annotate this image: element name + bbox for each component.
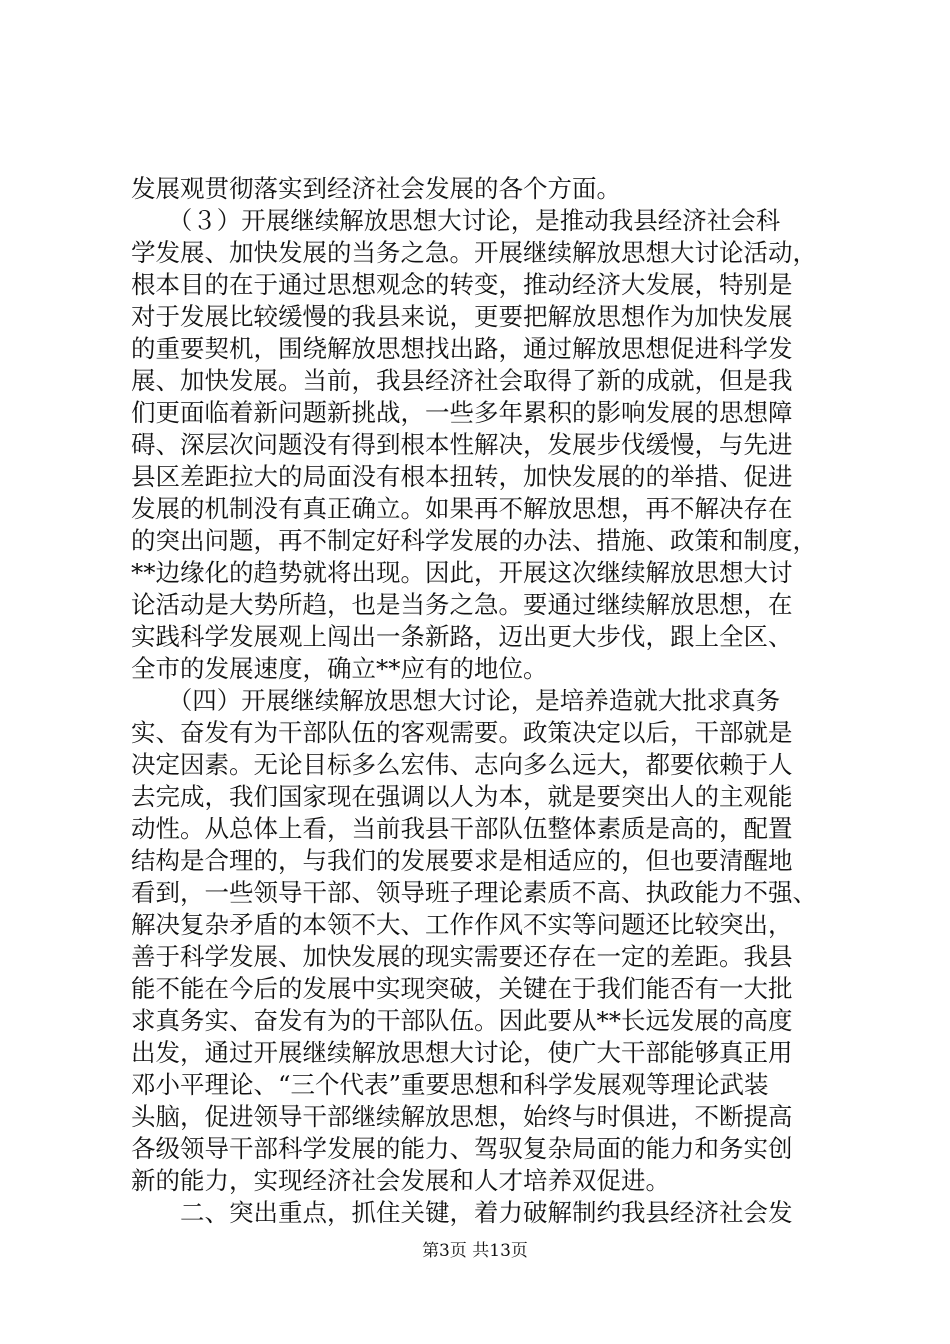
body-text-line: 结构是合理的，与我们的发展要求是相适应的，但也要清醒地 — [131, 846, 793, 875]
body-text-line: 邓小平理论、“三个代表”重要思想和科学发展观等理论武装 — [131, 1070, 769, 1099]
body-text-line: 善于科学发展、加快发展的现实需要还存在一定的差距。我县 — [131, 942, 793, 971]
body-text-line: 去完成，我们国家现在强调以人为本，就是要突出人的主观能 — [131, 782, 793, 811]
body-text-line: 能不能在今后的发展中实现突破，关键在于我们能否有一大批 — [131, 974, 793, 1003]
body-text-line: 展、加快发展。当前，我县经济社会取得了新的成就，但是我 — [131, 366, 793, 395]
body-text-line: **边缘化的趋势就将出现。因此，开展这次继续解放思想大讨 — [131, 558, 793, 587]
body-text-line: 头脑，促进领导干部继续解放思想，始终与时俱进，不断提高 — [131, 1102, 793, 1131]
body-text-line: 的重要契机，围绕解放思想找出路，通过解放思想促进科学发 — [131, 334, 793, 363]
body-text-line: （四）开展继续解放思想大讨论，是培养造就大批求真务 — [131, 686, 781, 715]
body-text-line: 学发展、加快发展的当务之急。开展继续解放思想大讨论活动， — [131, 238, 817, 267]
body-text-line: 碍、深层次问题没有得到根本性解决，发展步伐缓慢，与先进 — [131, 430, 793, 459]
body-text-line: 发展观贯彻落实到经济社会发展的各个方面。 — [131, 174, 621, 203]
body-text-line: 求真务实、奋发有为的干部队伍。因此要从**长远发展的高度 — [131, 1006, 793, 1035]
page-number-footer: 第3页 共13页 — [422, 1241, 528, 1261]
body-text-line: 看到，一些领导干部、领导班子理论素质不高、执政能力不强、 — [131, 878, 817, 907]
body-text-line: 的突出问题，再不制定好科学发展的办法、措施、政策和制度， — [131, 526, 817, 555]
body-text-line: （３）开展继续解放思想大讨论，是推动我县经济社会科 — [131, 206, 781, 235]
body-text-line: 实、奋发有为干部队伍的客观需要。政策决定以后，干部就是 — [131, 718, 793, 747]
body-text-line: 出发，通过开展继续解放思想大讨论，使广大干部能够真正用 — [131, 1038, 793, 1067]
body-text-line: 对于发展比较缓慢的我县来说，更要把解放思想作为加快发展 — [131, 302, 793, 331]
body-text-line: 决定因素。无论目标多么宏伟、志向多么远大，都要依赖于人 — [131, 750, 793, 779]
body-text-line: 论活动是大势所趋，也是当务之急。要通过继续解放思想，在 — [131, 590, 793, 619]
body-text-line: 实践科学发展观上闯出一条新路，迈出更大步伐，跟上全区、 — [131, 622, 793, 651]
body-text-line: 二、突出重点，抓住关键，着力破解制约我县经济社会发 — [131, 1198, 793, 1227]
body-text-line: 县区差距拉大的局面没有根本扭转，加快发展的的举措、促进 — [131, 462, 793, 491]
body-text-line: 全市的发展速度，确立**应有的地位。 — [131, 654, 548, 683]
body-text-line: 解决复杂矛盾的本领不大、工作作风不实等问题还比较突出， — [131, 910, 793, 939]
body-text-line: 们更面临着新问题新挑战，一些多年累积的影响发展的思想障 — [131, 398, 793, 427]
body-text-line: 动性。从总体上看，当前我县干部队伍整体素质是高的，配置 — [131, 814, 793, 843]
body-text-line: 根本目的在于通过思想观念的转变，推动经济大发展，特别是 — [131, 270, 793, 299]
body-text-line: 各级领导干部科学发展的能力、驾驭复杂局面的能力和务实创 — [131, 1134, 793, 1163]
body-text-line: 新的能力，实现经济社会发展和人才培养双促进。 — [131, 1166, 670, 1195]
body-text-line: 发展的机制没有真正确立。如果再不解放思想，再不解决存在 — [131, 494, 793, 523]
